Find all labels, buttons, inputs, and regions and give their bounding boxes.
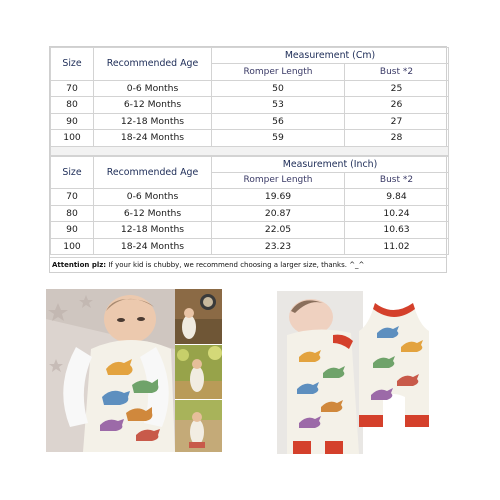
cell-length: 23.23 xyxy=(212,238,345,255)
cell-age: 12-18 Months xyxy=(94,113,212,130)
header-measurement: Measurement (Inch) xyxy=(212,156,449,172)
outdoor-photo-3 xyxy=(175,400,222,452)
table-row xyxy=(51,205,449,222)
cell-age: 6-12 Months xyxy=(94,205,212,222)
cell-bust: 10.63 xyxy=(345,222,449,239)
cell-age: 12-18 Months xyxy=(94,222,212,239)
outdoor-photo-2 xyxy=(175,345,222,399)
table-row xyxy=(51,238,449,255)
cell-bust: 10.24 xyxy=(345,205,449,222)
cell-length: 53 xyxy=(212,97,345,114)
cell-bust: 9.84 xyxy=(345,189,449,206)
header-bust: Bust *2 xyxy=(345,64,449,81)
header-size: Size xyxy=(51,156,94,189)
cell-size: 80 xyxy=(51,205,94,222)
cell-length: 56 xyxy=(212,113,345,130)
baby-romper-photo xyxy=(46,289,175,452)
romper-product-photo xyxy=(277,291,453,454)
cell-size: 80 xyxy=(51,97,94,114)
cell-bust: 26 xyxy=(345,97,449,114)
table-row xyxy=(51,189,449,206)
header-romper-length: Romper Length xyxy=(212,172,345,189)
cell-age: 18-24 Months xyxy=(94,130,212,147)
size-table-cm xyxy=(50,47,449,156)
header-romper-length: Romper Length xyxy=(212,64,345,81)
cell-size: 70 xyxy=(51,189,94,206)
cell-length: 19.69 xyxy=(212,189,345,206)
cell-bust: 25 xyxy=(345,80,449,97)
size-table-inch xyxy=(50,156,449,256)
table-row xyxy=(51,80,449,97)
outdoor-photo-1 xyxy=(175,289,222,344)
cell-length: 59 xyxy=(212,130,345,147)
cell-bust: 27 xyxy=(345,113,449,130)
size-chart xyxy=(49,46,447,273)
cell-age: 0-6 Months xyxy=(94,189,212,206)
table-row xyxy=(51,113,449,130)
header-size: Size xyxy=(51,48,94,81)
attention-text: If your kid is chubby, we recommend choosing a larger size, thanks. ^_^ xyxy=(106,261,365,269)
attention-note xyxy=(50,257,446,272)
cell-size: 100 xyxy=(51,130,94,147)
header-measurement: Measurement (Cm) xyxy=(212,48,449,64)
cell-size: 90 xyxy=(51,222,94,239)
header-age: Recommended Age xyxy=(94,156,212,189)
cell-age: 6-12 Months xyxy=(94,97,212,114)
cell-bust: 11.02 xyxy=(345,238,449,255)
cell-age: 0-6 Months xyxy=(94,80,212,97)
header-bust: Bust *2 xyxy=(345,172,449,189)
table-row xyxy=(51,130,449,147)
cell-size: 100 xyxy=(51,238,94,255)
cell-bust: 28 xyxy=(345,130,449,147)
cell-size: 70 xyxy=(51,80,94,97)
cell-age: 18-24 Months xyxy=(94,238,212,255)
table-row xyxy=(51,222,449,239)
header-age: Recommended Age xyxy=(94,48,212,81)
cell-length: 50 xyxy=(212,80,345,97)
cell-size: 90 xyxy=(51,113,94,130)
table-row xyxy=(51,97,449,114)
cell-length: 22.05 xyxy=(212,222,345,239)
attention-label: Attention plz: xyxy=(52,261,107,269)
cell-length: 20.87 xyxy=(212,205,345,222)
table-divider xyxy=(51,146,449,155)
